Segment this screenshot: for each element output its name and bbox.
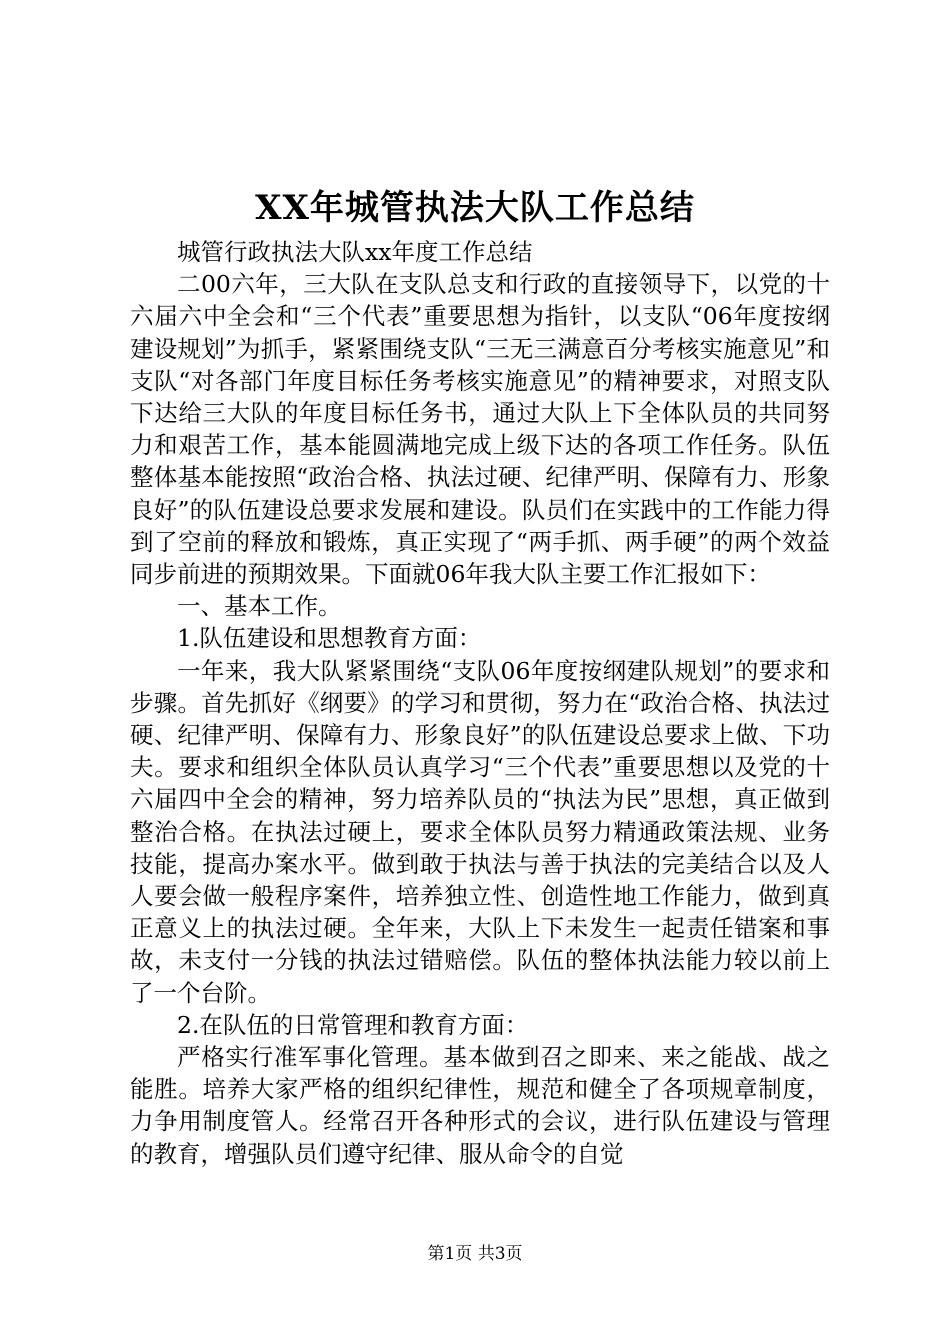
document-body [130, 236, 830, 1170]
subsection-heading-team-building: 1.队伍建设和思想教育方面： [177, 624, 482, 653]
subsection-heading-daily-management: 2.在队伍的日常管理和教育方面： [177, 1010, 529, 1039]
paragraph-team-building: 一年来，我大队紧紧围绕“支队06年度按纲建队规划”的要求和步骤。首先抓好《纲要》的学习和贯彻，努力在“政治合格、执法过硬、纪律严明、保障有力、形象良好”的队伍建设总要求上做、下功夫。要求和组织全体队员认真学习“三个代表”重要思想以及党的十六届四中全会的精神，努力培养队员的“执法为民”思想，真正做到整治合格。在执法过硬上，要求全体队员努力精通政策法规、业务技能，提高办案水平。做到敢于执法与善于执法的完美结合以及人人要会做一般程序案件，培养独立性、创造性地工作能力，做到真正意义上的执法过硬。全年来，大队上下未发生一起责任错案和事故，未支付一分钱的执法过错赔偿。队伍的整体执法能力较以前上了一个台阶。 [130, 656, 830, 1007]
paragraph-subtitle: 城管行政执法大队xx年度工作总结 [177, 238, 533, 266]
paragraph-intro: 二00六年，三大队在支队总支和行政的直接领导下，以党的十六届六中全会和“三个代表”重要思想为指针，以支队“06年度按纲建设规划”为抓手，紧紧围绕支队“三无三满意百分考核实施意见”和支队“对各部门年度目标任务考核实施意见”的精神要求，对照支队下达给三大队的年度目标任务书，通过大队上下全体队员的共同努力和艰苦工作，基本能圆满地完成上级下达的各项工作任务。队伍整体基本能按照“政治合格、执法过硬、纪律严明、保障有力、形象良好”的队伍建设总要求发展和建设。队员们在实践中的工作能力得到了空前的释放和锻炼，真正实现了“两手抓、两手硬”的两个效益同步前进的预期效果。下面就06年我大队主要工作汇报如下： [130, 270, 830, 589]
document-title: XX年城管执法大队工作总结 [255, 188, 695, 228]
section-heading-basic-work: 一、基本工作。 [177, 592, 342, 621]
paragraph-daily-management: 严格实行准军事化管理。基本做到召之即来、来之能战、战之能胜。培养大家严格的组织纪律性，规范和健全了各项规章制度，力争用制度管人。经常召开各种形式的会议，进行队伍建设与管理的教育，增强队员们遵守纪律、服从命令的自觉 [130, 1043, 830, 1168]
page-number-footer: 第1页 共3页 [427, 1244, 523, 1264]
